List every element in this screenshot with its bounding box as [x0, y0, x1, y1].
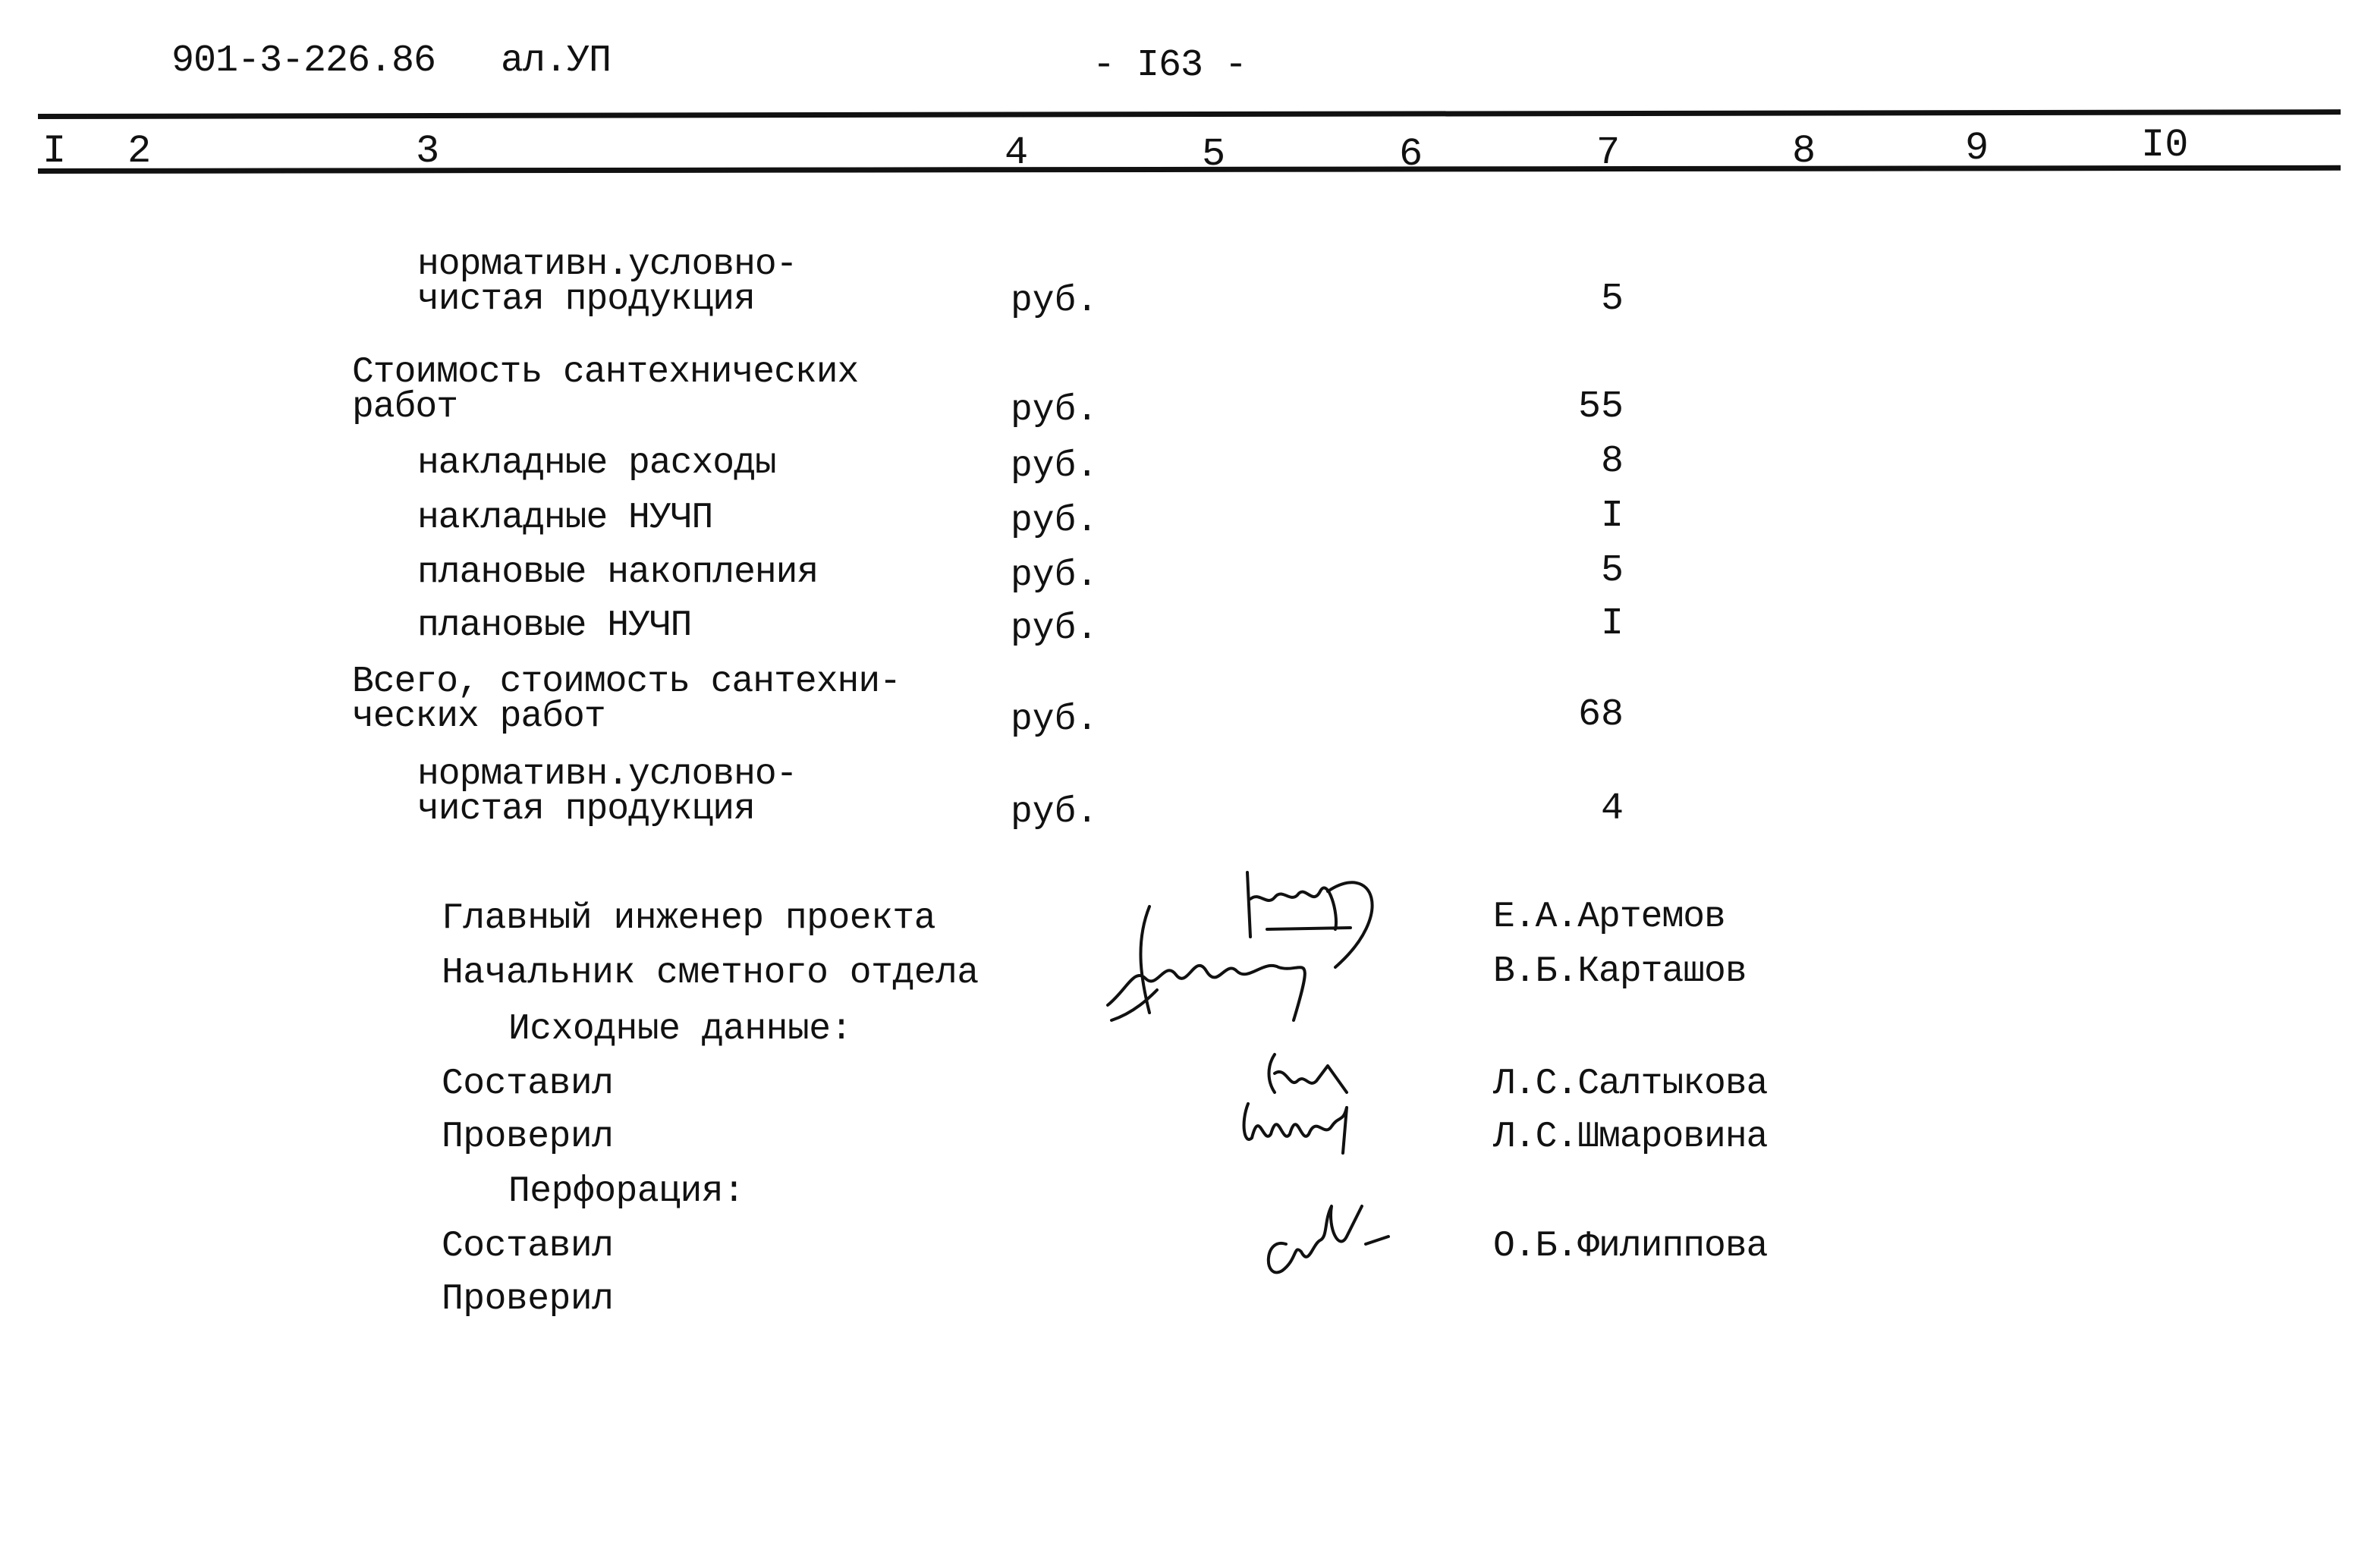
row-value: I [1600, 602, 1624, 646]
row-value: I [1600, 495, 1624, 538]
header-bottom-rule [38, 165, 2341, 174]
column-number-5: 5 [1202, 132, 1226, 177]
signature-shmarovina-icon [1237, 1092, 1388, 1153]
row-unit: руб. [1011, 281, 1099, 322]
signer-role: Главный инженер проекта [442, 898, 936, 939]
row-unit: руб. [1011, 699, 1099, 740]
signature-kartashov-icon [1104, 899, 1339, 1028]
top-rule [38, 109, 2341, 119]
document-code: 901-3-226.86 [171, 39, 436, 83]
row-label-line: чистая продукция [417, 789, 755, 830]
column-number-3: 3 [416, 129, 440, 174]
row-value: 55 [1577, 385, 1624, 429]
column-number-6: 6 [1399, 132, 1423, 177]
signer-name: О.Б.Филиппова [1493, 1226, 1768, 1267]
page-number: - I63 - [1093, 44, 1247, 87]
column-number-10: I0 [2141, 123, 2189, 168]
column-number-4: 4 [1005, 130, 1029, 175]
row-label-line: нормативн.условно- [417, 754, 797, 795]
signer-name: Е.А.Артемов [1493, 897, 1725, 938]
row-unit: руб. [1011, 501, 1099, 542]
row-unit: руб. [1011, 555, 1099, 596]
signer-name: В.Б.Карташов [1493, 951, 1747, 992]
section-heading: Исходные данные: [508, 1009, 852, 1050]
column-number-1: I [42, 129, 67, 174]
row-value: 8 [1600, 440, 1624, 483]
sheet-label: ал.УП [501, 39, 612, 83]
row-unit: руб. [1011, 446, 1099, 487]
signer-name: Л.С.Салтыкова [1493, 1064, 1768, 1105]
row-label-line: нормативн.условно- [417, 244, 797, 285]
row-label-line: работ [352, 387, 458, 428]
signer-role: Проверил [442, 1117, 614, 1158]
row-label-line: накладные расходы [417, 443, 776, 484]
column-number-8: 8 [1792, 129, 1816, 174]
row-label-line: Стоимость сантехнических [352, 352, 859, 393]
row-value: 4 [1600, 787, 1624, 831]
section-heading: Перфорация: [508, 1171, 745, 1212]
row-value: 5 [1600, 278, 1624, 321]
column-number-9: 9 [1965, 126, 1989, 171]
row-label-line: ческих работ [352, 696, 605, 737]
column-number-2: 2 [127, 129, 152, 174]
column-number-7: 7 [1596, 130, 1621, 175]
row-label-line: чистая продукция [417, 279, 755, 320]
row-label-line: плановые НУЧП [417, 605, 692, 646]
row-value: 5 [1600, 549, 1624, 592]
row-unit: руб. [1011, 792, 1099, 833]
row-unit: руб. [1011, 608, 1099, 649]
row-value: 68 [1577, 693, 1624, 737]
signer-role: Составил [442, 1226, 614, 1267]
row-label-line: Всего, стоимость сантехни- [352, 661, 901, 702]
signer-name: Л.С.Шмаровина [1493, 1117, 1768, 1158]
row-label-line: накладные НУЧП [417, 498, 713, 539]
row-label-line: плановые накопления [417, 552, 819, 593]
signature-filippova-icon [1256, 1199, 1430, 1282]
signer-role: Начальник сметного отдела [442, 953, 979, 994]
signer-role: Проверил [442, 1279, 614, 1320]
signer-role: Составил [442, 1064, 614, 1105]
row-unit: руб. [1011, 390, 1099, 431]
